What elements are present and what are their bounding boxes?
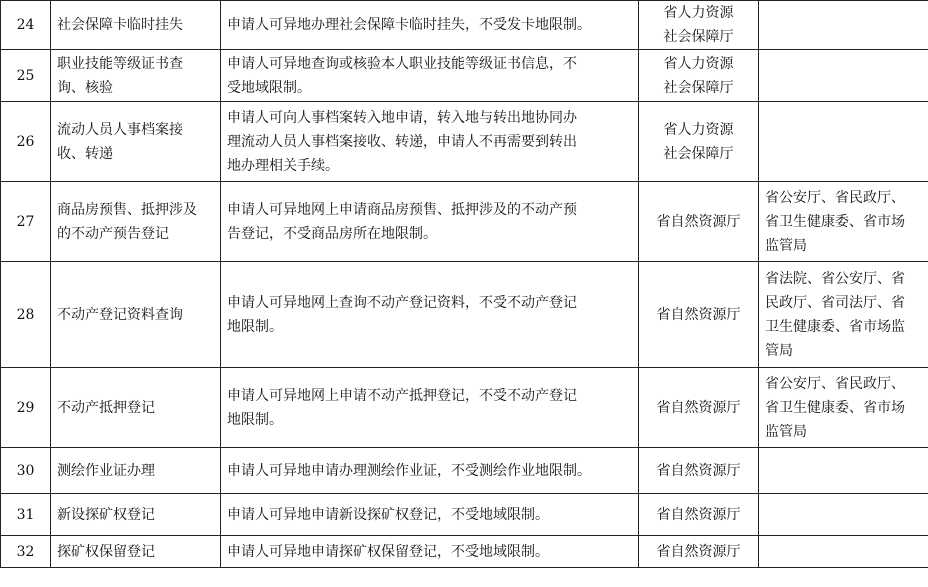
service-item-name-line: 探矿权保留登记 — [57, 543, 155, 560]
lead-department-line: 省自然资源厅 — [656, 543, 741, 560]
service-description-line: 申请人可异地申请办理测绘作业证，不受测绘作业地限制。 — [227, 462, 591, 479]
service-item-name-line: 不动产登记资料查询 — [57, 306, 183, 323]
service-description-line: 申请人可向人事档案转入地申请，转入地与转出地协同办 — [227, 109, 577, 126]
lead-department-line: 省人力资源 — [663, 55, 734, 72]
cooperating-departments-line: 卫生健康委、省市场监 — [765, 318, 905, 335]
service-description — [221, 536, 639, 568]
service-item-name — [51, 448, 221, 494]
service-item-name-line: 的不动产预告登记 — [57, 225, 169, 242]
service-item-name — [51, 368, 221, 448]
lead-department — [639, 262, 759, 368]
service-description-line: 受地域限制。 — [227, 79, 311, 96]
lead-department — [639, 494, 759, 536]
lead-department-line: 省人力资源 — [663, 5, 734, 21]
service-description — [221, 368, 639, 448]
table-row — [1, 102, 928, 182]
lead-department-line: 社会保障厅 — [663, 79, 734, 96]
service-description-line: 申请人可异地申请探矿权保留登记，不受地域限制。 — [227, 543, 549, 560]
service-item-name — [51, 182, 221, 262]
cooperating-departments-line: 监管局 — [765, 237, 807, 254]
service-description-line: 申请人可异地网上查询不动产登记资料，不受不动产登记 — [227, 294, 577, 311]
table-body — [1, 1, 928, 568]
row-number: 31 — [1, 494, 51, 536]
service-description-line: 理流动人员人事档案接收、转递，申请人不再需要到转出 — [227, 133, 577, 150]
lead-department — [639, 368, 759, 448]
service-item-name-line: 不动产抵押登记 — [57, 399, 155, 416]
lead-department — [639, 102, 759, 182]
service-description-line: 申请人可异地网上申请商品房预售、抵押涉及的不动产预 — [227, 201, 577, 218]
table-row — [1, 448, 928, 494]
lead-department-line: 省自然资源厅 — [656, 462, 741, 479]
lead-department-line: 省人力资源 — [663, 121, 734, 138]
service-item-name-line: 新设探矿权登记 — [57, 506, 155, 523]
lead-department-line: 社会保障厅 — [663, 145, 734, 162]
service-item-name-line: 商品房预售、抵押涉及 — [57, 201, 197, 218]
cooperating-departments-line: 管局 — [765, 342, 793, 359]
service-item-name — [51, 494, 221, 536]
row-number: 29 — [1, 368, 51, 448]
row-number: 28 — [1, 262, 51, 368]
service-item-name-line: 流动人员人事档案接 — [57, 121, 183, 138]
service-description-line: 申请人可异地查询或核验本人职业技能等级证书信息，不 — [227, 55, 577, 72]
lead-department — [639, 448, 759, 494]
service-description — [221, 262, 639, 368]
table-row — [1, 1, 928, 50]
row-number: 25 — [1, 50, 51, 102]
service-description-line: 地限制。 — [227, 318, 283, 335]
cooperating-departments-line: 省公安厅、省民政厅、 — [765, 189, 905, 206]
lead-department — [639, 182, 759, 262]
lead-department-line: 省自然资源厅 — [656, 399, 741, 416]
cooperating-departments-line: 省卫生健康委、省市场 — [765, 399, 905, 416]
service-item-name-line: 收、转递 — [57, 145, 113, 162]
service-description-line: 申请人可异地申请新设探矿权登记，不受地域限制。 — [227, 506, 549, 523]
service-item-name — [51, 536, 221, 568]
service-description-line: 告登记，不受商品房所在地限制。 — [227, 225, 437, 242]
service-item-name — [51, 50, 221, 102]
row-number: 24 — [1, 1, 51, 50]
cooperating-departments — [759, 50, 928, 102]
service-description — [221, 102, 639, 182]
service-description-line: 申请人可异地网上申请不动产抵押登记，不受不动产登记 — [227, 387, 577, 404]
service-item-name-line: 职业技能等级证书查 — [57, 55, 183, 72]
cooperating-departments — [759, 1, 928, 50]
row-number: 26 — [1, 102, 51, 182]
service-description-line: 地限制。 — [227, 411, 283, 428]
service-item-name-line: 测绘作业证办理 — [57, 462, 155, 479]
lead-department — [639, 50, 759, 102]
row-number: 32 — [1, 536, 51, 568]
service-description — [221, 50, 639, 102]
cooperating-departments-line: 民政厅、省司法厅、省 — [765, 294, 905, 311]
service-description — [221, 1, 639, 50]
cooperating-departments-line: 省法院、省公安厅、省 — [765, 270, 905, 287]
cooperating-departments — [759, 368, 928, 448]
service-item-name — [51, 262, 221, 368]
table-row — [1, 536, 928, 568]
service-description — [221, 448, 639, 494]
cooperating-departments-line: 省卫生健康委、省市场 — [765, 213, 905, 230]
lead-department-line: 省自然资源厅 — [656, 306, 741, 323]
cooperating-departments — [759, 448, 928, 494]
cooperating-departments — [759, 262, 928, 368]
table-row — [1, 50, 928, 102]
cooperating-departments-line: 监管局 — [765, 423, 807, 440]
row-number: 27 — [1, 182, 51, 262]
cooperating-departments — [759, 102, 928, 182]
cooperating-departments-line: 省公安厅、省民政厅、 — [765, 375, 905, 392]
table-row — [1, 262, 928, 368]
service-description — [221, 182, 639, 262]
service-item-name-line: 询、核验 — [57, 79, 113, 96]
lead-department — [639, 536, 759, 568]
table-row — [1, 368, 928, 448]
service-item-name — [51, 1, 221, 50]
table-row — [1, 182, 928, 262]
lead-department-line: 省自然资源厅 — [656, 213, 741, 230]
service-item-name — [51, 102, 221, 182]
table-row — [1, 494, 928, 536]
cooperating-departments — [759, 536, 928, 568]
service-description-line: 申请人可异地办理社会保障卡临时挂失，不受发卡地限制。 — [227, 17, 591, 33]
lead-department — [639, 1, 759, 50]
row-number: 30 — [1, 448, 51, 494]
cooperating-departments — [759, 182, 928, 262]
service-description-line: 地办理相关手续。 — [227, 157, 339, 174]
cooperating-departments — [759, 494, 928, 536]
service-description — [221, 494, 639, 536]
lead-department-line: 社会保障厅 — [663, 29, 734, 45]
lead-department-line: 省自然资源厅 — [656, 506, 741, 523]
service-item-name-line: 社会保障卡临时挂失 — [57, 17, 183, 33]
